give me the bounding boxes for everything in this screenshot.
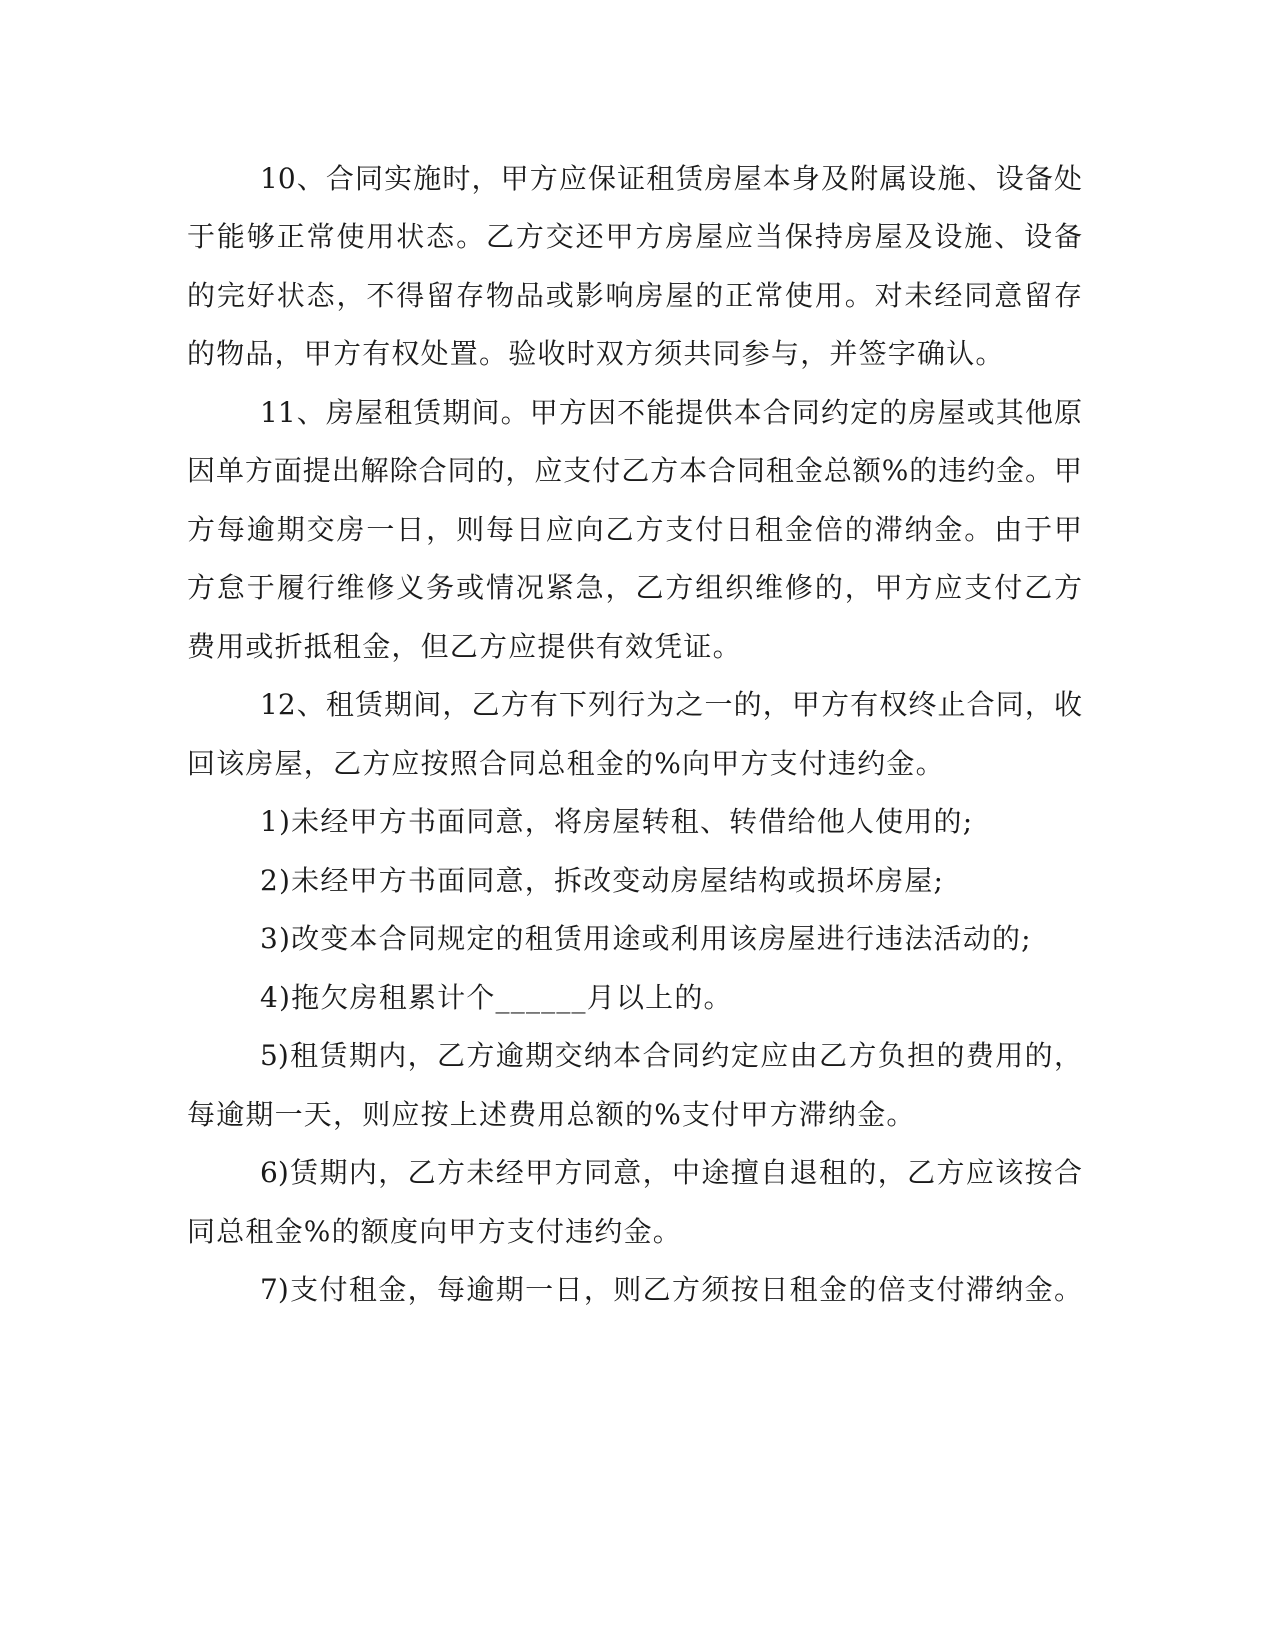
list-item-6-line-1: 6)赁期内，乙方未经甲方同意，中途擅自退租的，乙方应该按合 xyxy=(260,1156,1082,1189)
list-item-6-line-2: 同总租金%的额度向甲方支付违约金。 xyxy=(187,1215,683,1248)
clause-11-line-4: 方怠于履行维修义务或情况紧急，乙方组织维修的，甲方应支付乙方 xyxy=(187,571,1082,604)
clause-10-line-3: 的完好状态，不得留存物品或影响房屋的正常使用。对未经同意留存 xyxy=(187,279,1082,312)
list-item-2: 2)未经甲方书面同意，拆改变动房屋结构或损坏房屋; xyxy=(260,864,945,897)
list-item-3: 3)改变本合同规定的租赁用途或利用该房屋进行违法活动的; xyxy=(260,922,1032,955)
clause-11-line-1: 11、房屋租赁期间。甲方因不能提供本合同约定的房屋或其他原 xyxy=(260,396,1082,429)
list-item-7: 7)支付租金，每逾期一日，则乙方须按日租金的倍支付滞纳金。 xyxy=(260,1273,1082,1306)
clause-11-line-3: 方每逾期交房一日，则每日应向乙方支付日租金倍的滞纳金。由于甲 xyxy=(187,513,1082,546)
clause-10-line-4: 的物品，甲方有权处置。验收时双方须共同参与，并签字确认。 xyxy=(187,337,1005,370)
list-item-5-line-2: 每逾期一天，则应按上述费用总额的%支付甲方滞纳金。 xyxy=(187,1098,916,1131)
clause-12-line-2: 回该房屋，乙方应按照合同总租金的%向甲方支付违约金。 xyxy=(187,747,945,780)
list-item-5-line-1: 5)租赁期内，乙方逾期交纳本合同约定应由乙方负担的费用的， xyxy=(260,1039,1082,1072)
clause-11-line-2: 因单方面提出解除合同的，应支付乙方本合同租金总额%的违约金。甲 xyxy=(187,454,1082,487)
clause-11-line-5: 费用或折抵租金，但乙方应提供有效凭证。 xyxy=(187,630,742,663)
clause-10-line-1: 10、合同实施时，甲方应保证租赁房屋本身及附属设施、设备处 xyxy=(260,162,1082,195)
list-item-4: 4)拖欠房租累计个______月以上的。 xyxy=(260,981,733,1014)
list-item-1: 1)未经甲方书面同意，将房屋转租、转借给他人使用的; xyxy=(260,805,974,838)
clause-12-line-1: 12、租赁期间，乙方有下列行为之一的，甲方有权终止合同，收 xyxy=(260,688,1082,721)
clause-10-line-2: 于能够正常使用状态。乙方交还甲方房屋应当保持房屋及设施、设备 xyxy=(187,220,1082,253)
